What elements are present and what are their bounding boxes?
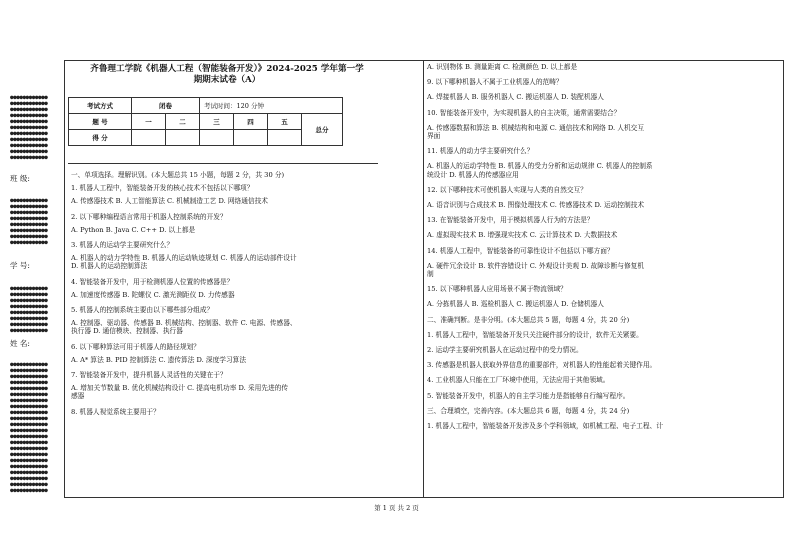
- question: 13. 在智能装备开发中，用于模拟机器人行为的方法是？: [427, 216, 594, 225]
- exam-mode-value: 闭卷: [132, 98, 200, 114]
- question: 9. 以下哪种机器人不属于工业机器人的范畴？: [427, 78, 563, 87]
- options: A. 传感器数据和算法 B. 机械结构和电源 C. 通信技术和网络 D. 人机交互: [427, 123, 645, 132]
- judgment-item: 5. 智能装备开发中，机器人的自主学习能力是指能够自行编写程序。: [427, 391, 630, 400]
- question: 1. 机器人工程中，智能装备开发的核心技术不包括以下哪项？: [71, 184, 254, 193]
- options: A. 机器人的运动学特性 B. 机器人的受力分析和运动规律 C. 机器人的控制系: [427, 162, 653, 171]
- question: 3. 机器人的运动学主要研究什么？: [71, 241, 174, 250]
- options: A. 虚拟现实技术 B. 增强现实技术 C. 云计算技术 D. 大数据技术: [427, 231, 618, 240]
- fill-item: 1. 机器人工程中，智能装备开发涉及多个学科领域，如机械工程、电子工程、计: [427, 422, 663, 431]
- options: 界面: [427, 132, 441, 141]
- section-heading: 三、合理填空，完善内容。(本大题总共 6 题，每题 4 分，共 24 分): [427, 406, 630, 415]
- dotted-line: ●●●●●●●●●●●● ●●●●●●●●●●●● ●●●●●●●●●●●● ●●●●●●●●●●●● ●●●●●●●●●●●● ●●●●●●●●●●●● ●●●●●●●●●●●● ●●●●●●●●●●●● ●●●●●●●●●●●● ●●●●●●●●●●●● ●●●●●●●●●●●● ●●●●●●●●●●●● ●●●●●●●●●●●● ●●●●●●●●●●●● ●●●●●●●●●●●● ●●●●●●●●●●●● ●●●●●●●●●●●● ●●●●●●●●●●●● ●●●●●●●●●●●● ●●●●●●●●●●●● ●●●●●●●●●●●● ●●●●●●●●●●●●: [10, 361, 48, 494]
- right-column: [427, 63, 782, 430]
- options: A. Python B. Java C. C++ D. 以上都是: [71, 225, 196, 234]
- score-cell: [268, 130, 302, 146]
- judgment-item: 4. 工业机器人只能在工厂环境中使用，无法应用于其他领域。: [427, 376, 610, 385]
- question: 5. 机器人的控制系统主要由以下哪些部分组成？: [71, 306, 214, 315]
- exam-time: 考试时间：120 分钟: [200, 98, 343, 114]
- score-cell: [200, 130, 234, 146]
- total-label: 总分: [302, 114, 343, 146]
- options: 制: [427, 270, 434, 279]
- question: 7. 智能装备开发中，提升机器人灵活性的关键在于？: [71, 371, 227, 380]
- options: A. 控制器、驱动器、传感器 B. 机械结构、控制器、软件 C. 电源、传感器、: [71, 319, 297, 328]
- question: 10. 智能装备开发中，为实现机器人的自主决策，通常需要结合？: [427, 108, 621, 117]
- column-header: 三: [200, 114, 234, 130]
- options: A. 机器人的动力学特性 B. 机器人的运动轨迹规划 C. 机器人的运动部件设计: [71, 254, 297, 263]
- judgment-item: 3. 传感器是机器人获取外界信息的重要部件，对机器人的性能起着关键作用。: [427, 361, 657, 370]
- question: 15. 以下哪种机器人应用场景不属于物流领域？: [427, 285, 567, 294]
- question: 8. 机器人视觉系统主要用于？: [71, 407, 160, 416]
- section-rule: [68, 163, 378, 164]
- score-cell: [234, 130, 268, 146]
- score-table: [68, 97, 343, 146]
- options: A. 传感器技术 B. 人工智能算法 C. 机械制造工艺 D. 网络通信技术: [71, 197, 268, 206]
- dotted-line: ●●●●●●●●●●●● ●●●●●●●●●●●● ●●●●●●●●●●●● ●●●●●●●●●●●● ●●●●●●●●●●●● ●●●●●●●●●●●● ●●●●●●●●●●●● ●●●●●●●●●●●●: [10, 285, 48, 334]
- section-heading: 二、准确判断。是非分明。(本大题总共 5 题，每题 4 分，共 20 分): [427, 315, 630, 324]
- options: A. 加速度传感器 B. 陀螺仪 C. 激光测距仪 D. 力传感器: [71, 290, 235, 299]
- options: A. A* 算法 B. PID 控制算法 C. 遗传算法 D. 深度学习算法: [71, 355, 247, 364]
- question: 14. 机器人工程中，智能装备的可靠性设计不包括以下哪方面？: [427, 246, 614, 255]
- options: A. 焊接机器人 B. 服务机器人 C. 搬运机器人 D. 装配机器人: [427, 93, 604, 102]
- options: 感器: [71, 392, 85, 401]
- options: A. 语音识别与合成技术 B. 图像处理技术 C. 传感器技术 D. 运动控制技术: [427, 201, 645, 210]
- exam-title: 齐鲁理工学院《机器人工程（智能装备开发）》2024-2025 学年第一学 期期末试卷（A）: [90, 64, 364, 85]
- column-divider: [423, 60, 424, 498]
- question: 2. 以下哪种编程语言常用于机器人控制系统的开发？: [71, 212, 227, 221]
- options: A. 硬件冗余设计 B. 软件容错设计 C. 外观设计美观 D. 故障诊断与修复机: [427, 261, 645, 270]
- dotted-line: ●●●●●●●●●●●● ●●●●●●●●●●●● ●●●●●●●●●●●● ●●●●●●●●●●●● ●●●●●●●●●●●● ●●●●●●●●●●●● ●●●●●●●●●●●● ●●●●●●●●●●●● ●●●●●●●●●●●● ●●●●●●●●●●●● ●●●●●●●●●●●●: [10, 94, 48, 161]
- question: 6. 以下哪种算法可用于机器人的路径规划？: [71, 342, 200, 351]
- left-column: [71, 171, 381, 416]
- section-heading: 一、单项选择。理解识别。(本大题总共 15 小题，每题 2 分，共 30 分): [71, 171, 285, 179]
- column-header: 一: [132, 114, 166, 130]
- options: A. 增加关节数量 B. 优化机械结构设计 C. 提高电机功率 D. 采用先进的传: [71, 384, 289, 393]
- dotted-line: ●●●●●●●●●●●● ●●●●●●●●●●●● ●●●●●●●●●●●● ●●●●●●●●●●●● ●●●●●●●●●●●● ●●●●●●●●●●●● ●●●●●●●●●●●● ●●●●●●●●●●●●: [10, 197, 48, 246]
- question: 12. 以下哪种技术可使机器人实现与人类的自然交互？: [427, 185, 587, 194]
- class-label: 班 级:: [10, 174, 30, 183]
- options: 执行器 D. 通信模块、控制器、执行器: [71, 327, 183, 336]
- column-header: 四: [234, 114, 268, 130]
- score-label: 得 分: [69, 130, 132, 146]
- score-cell: [166, 130, 200, 146]
- column-header: 二: [166, 114, 200, 130]
- page-number: 第 1 页 共 2 页: [374, 504, 419, 512]
- question: 4. 智能装备开发中，用于检测机器人位置的传感器是？: [71, 277, 234, 286]
- judgment-item: 2. 运动学主要研究机器人在运动过程中的受力情况。: [427, 346, 583, 355]
- options: A. 识别物体 B. 测量距离 C. 检测颜色 D. 以上都是: [427, 63, 578, 71]
- exam-mode-label: 考试方式: [69, 98, 132, 114]
- options: D. 机器人的运动控制算法: [71, 262, 148, 271]
- name-label: 姓 名:: [10, 339, 30, 348]
- question: 11. 机器人的动力学主要研究什么？: [427, 147, 534, 156]
- options: 统设计 D. 机器人的传感器应用: [427, 170, 519, 179]
- judgment-item: 1. 机器人工程中，智能装备开发只关注硬件部分的设计，软件无关紧要。: [427, 330, 643, 339]
- student-id-label: 学 号:: [10, 261, 30, 270]
- column-header: 五: [268, 114, 302, 130]
- options: A. 分拣机器人 B. 巡检机器人 C. 搬运机器人 D. 仓储机器人: [427, 300, 604, 309]
- score-cell: [132, 130, 166, 146]
- question-number-label: 题 号: [69, 114, 132, 130]
